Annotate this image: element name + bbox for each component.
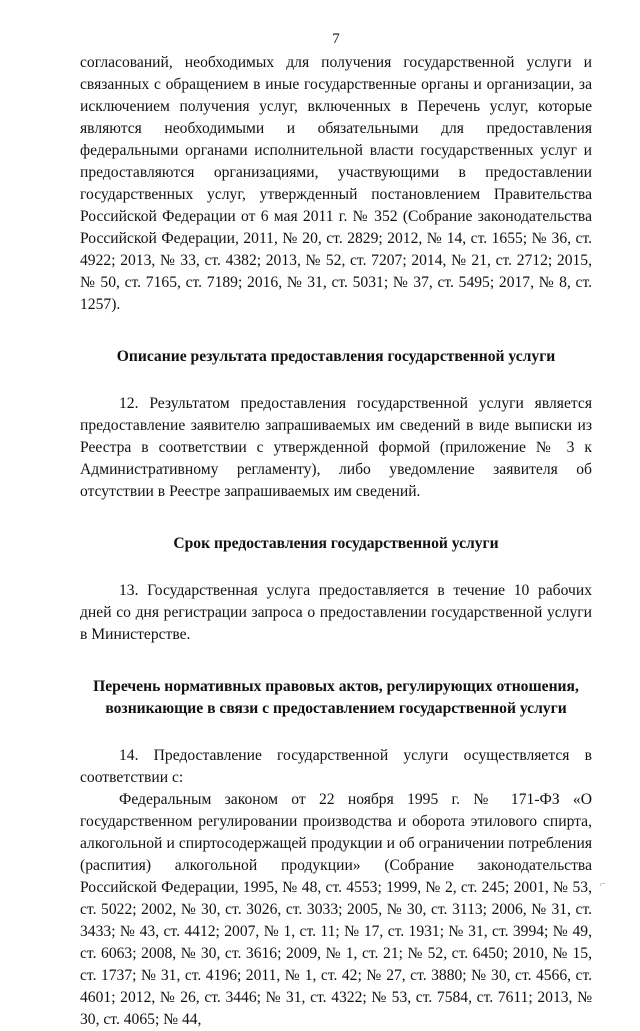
paragraph-12: 12. Результатом предоставления государственной услуги является предоставление заявителю запрашиваемых им сведений в виде выписки из Реестра в соответствии с утвержденной формой (приложение № 3 к Административному регламенту), либо уведомление заявителя об отсутствии в Реестре запрашиваемых им сведений.: [80, 395, 592, 500]
heading-legal-acts-line-2: возникающие в связи с предоставлением государственной услуги: [105, 700, 567, 717]
heading-legal-acts-line-1: Перечень нормативных правовых актов, регулирующих отношения,: [93, 678, 579, 695]
paragraph-14: 14. Предоставление государственной услуги осуществляется в соответствии с:: [80, 747, 592, 786]
heading-legal-acts: [80, 676, 592, 720]
paragraph-13: 13. Государственная услуга предоставляется в течение 10 рабочих дней со дня регистрации запроса о предоставлении государственной услуги в Министерстве.: [80, 582, 592, 643]
heading-result-description: Описание результата предоставления государственной услуги: [116, 348, 556, 365]
page-number: 7: [332, 31, 340, 47]
document-page: [80, 0, 592, 1031]
paragraph-14-federal-law: Федеральным законом от 22 ноября 1995 г. № 171-ФЗ «О государственном регулировании производства и оборота этилового спирта, алкогольной и спиртосодержащей продукции и об ограничении потребления (распития) алкогольной продукции» (Собрание законодательства Российской Федерации, 1995, № 48, ст. 4553; 1999, № 2, ст. 245; 2001, № 53, ст. 5022; 2002, № 30, ст. 3026, ст. 3033; 2005, № 30, ст. 3113; 2006, № 31, ст. 3433; № 43, ст. 4412; 2007, № 1, ст. 11; № 17, ст. 1931; № 31, ст. 3994; № 49, ст. 6063; 2008, № 30, ст. 3616; 2009, № 1, ст. 21; № 52, ст. 6450; 2010, № 15, ст. 1737; № 31, ст. 4196; 2011, № 1, ст. 42; № 27, ст. 3880; № 30, ст. 4566, ст. 4601; 2012, № 26, ст. 3446; № 31, ст. 4322; № 53, ст. 7584, ст. 7611; 2013, № 30, ст. 4065; № 44,: [80, 791, 592, 1028]
heading-service-term: Срок предоставления государственной услуги: [173, 535, 499, 552]
paragraph-continued: согласований, необходимых для получения государственной услуги и связанных с обращением в иные государственные органы и организации, за исключением получения услуг, включенных в Перечень услуг, которые являются необходимыми и обязательными для предоставления федеральными органами исполнительной власти государственных услуг и предоставляются организациями, участвующими в предоставлении государственных услуг, утвержденный постановлением Правительства Российской Федерации от 6 мая 2011 г. № 352 (Собрание законодательства Российской Федерации, 2011, № 20, ст. 2829; 2012, № 14, ст. 1655; № 36, ст. 4922; 2013, № 33, ст. 4382; 2013, № 52, ст. 7207; 2014, № 21, ст. 2712; 2015, № 50, ст. 7165, ст. 7189; 2016, № 31, ст. 5031; № 37, ст. 5495; 2017, № 8, ст. 1257).: [80, 54, 592, 313]
scan-mark-icon: ⌐: [600, 879, 606, 890]
